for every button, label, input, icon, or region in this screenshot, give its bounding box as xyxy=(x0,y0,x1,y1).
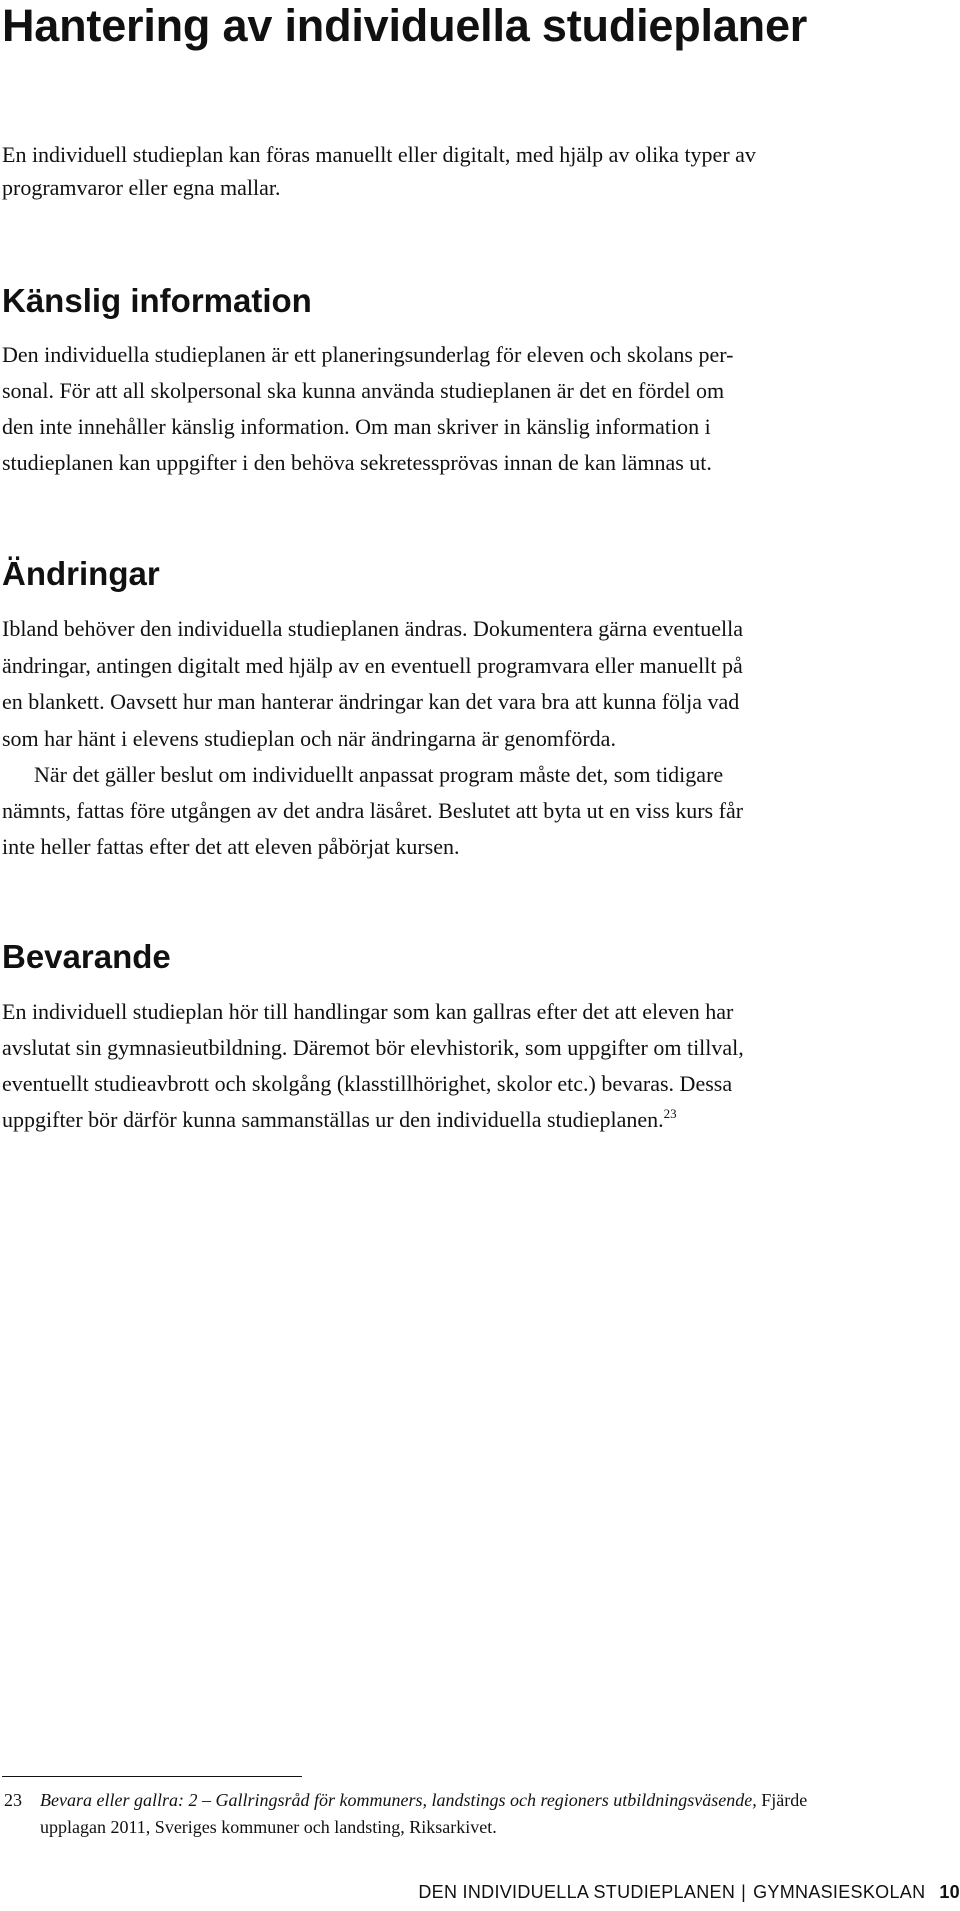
changes-line-4: som har hänt i elevens studieplan och när ändringarna är genomförda. xyxy=(2,726,616,751)
page-number: 10 xyxy=(939,1882,960,1902)
footnote-edition: Fjärde xyxy=(756,1790,808,1810)
footnote-number: 23 xyxy=(4,1790,22,1810)
section-heading-changes: Ändringar xyxy=(2,555,160,592)
running-footer xyxy=(418,1880,960,1904)
intro-line-2: programvaror eller egna mallar. xyxy=(2,175,281,200)
section-heading-preservation: Bevarande xyxy=(2,938,171,975)
sensitive-info-line-1: Den individuella studieplanen är ett planeringsunderlag för eleven och skolans per- xyxy=(2,342,734,367)
changes-line-6: nämnts, fattas före utgången av det andra läsåret. Beslutet att byta ut en viss kurs får xyxy=(2,798,744,823)
preservation-line-1: En individuell studieplan hör till handlingar som kan gallras efter det att eleven har xyxy=(2,999,734,1024)
footnote-source-title: Bevara eller gallra: 2 – Gallringsråd för kommuners, landstings och regioners utbildningsväsende, xyxy=(40,1790,757,1810)
changes-line-1: Ibland behöver den individuella studieplanen ändras. Dokumentera gärna eventuella xyxy=(2,616,744,641)
sensitive-info-line-4: studieplanen kan uppgifter i den behöva sekretessprövas innan de kan lämnas ut. xyxy=(2,450,712,475)
section-heading-sensitive-information: Känslig information xyxy=(2,282,312,319)
preservation-line-2: avslutat sin gymnasieutbildning. Däremot bör elevhistorik, som uppgifter om tillval, xyxy=(2,1035,744,1060)
footnote-line-2: upplagan 2011, Sveriges kommuner och landsting, Riksarkivet. xyxy=(40,1817,497,1837)
changes-line-5: När det gäller beslut om individuellt anpassat program måste det, som tidigare xyxy=(34,762,724,787)
preservation-line-4-text: uppgifter bör därför kunna sammanställas ur den individuella studieplanen. xyxy=(2,1107,664,1132)
changes-line-3: en blankett. Oavsett hur man hanterar ändringar kan det vara bra att kunna följa vad xyxy=(2,689,740,714)
sensitive-info-line-3: den inte innehåller känslig information. Om man skriver in känslig information i xyxy=(2,414,711,439)
footer-section-title: GYMNASIESKOLAN xyxy=(753,1882,926,1902)
preservation-line-4 xyxy=(2,1105,677,1135)
footer-publication-title: DEN INDIVIDUELLA STUDIEPLANEN xyxy=(418,1882,736,1902)
footnote-line-1 xyxy=(40,1787,807,1813)
intro-line-1: En individuell studieplan kan föras manuellt eller digitalt, med hjälp av olika typer av xyxy=(2,142,756,167)
footer-separator: | xyxy=(741,1882,747,1902)
page-title: Hantering av individuella studieplaner xyxy=(2,0,808,51)
preservation-line-3: eventuellt studieavbrott och skolgång (klasstillhörighet, skolor etc.) bevaras. Dessa xyxy=(2,1071,733,1096)
footnote-divider xyxy=(2,1776,302,1777)
changes-line-2: ändringar, antingen digitalt med hjälp av en eventuell programvara eller manuellt på xyxy=(2,653,743,678)
changes-line-7: inte heller fattas efter det att eleven påbörjat kursen. xyxy=(2,834,460,859)
footnote-reference: 23 xyxy=(663,1106,677,1121)
sensitive-info-line-2: sonal. För att all skolpersonal ska kunna använda studieplanen är det en fördel om xyxy=(2,378,725,403)
